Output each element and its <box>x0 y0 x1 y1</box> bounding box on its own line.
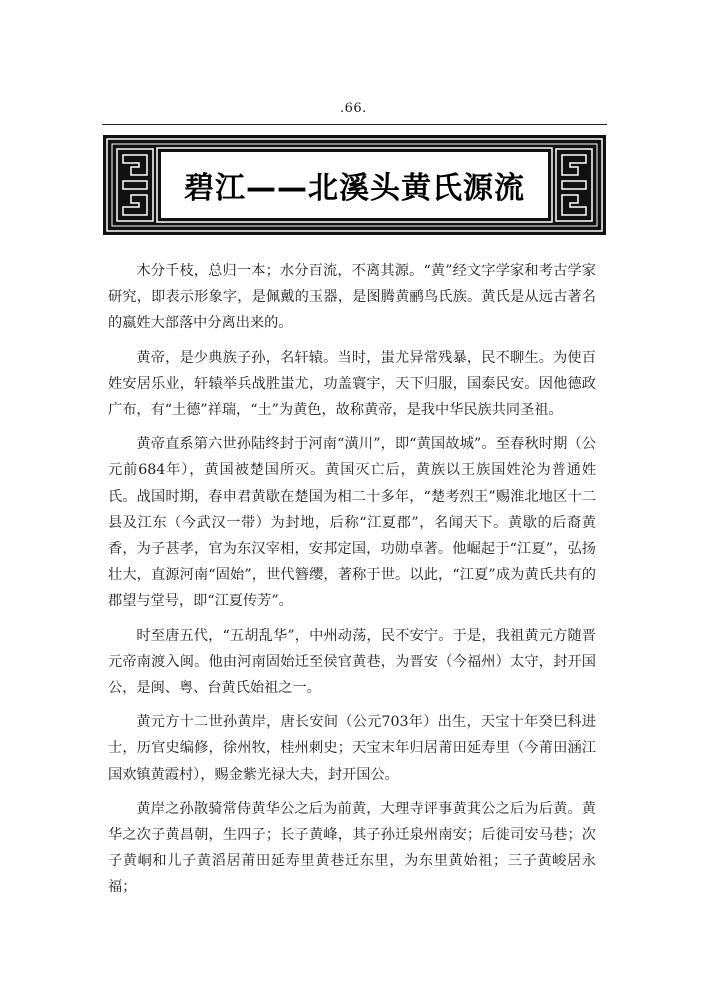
paragraph: 木分千枝，总归一本；水分百流，不离其源。“黄”经文字学家和考古学家研究，即表示形象字，是佩戴的玉器，是图腾黄鹂鸟氏族。黄氏是从远古著名的嬴姓大部落中分离出来的。 <box>108 263 596 332</box>
paragraph: 黄帝直系第六世孙陆终封于河南“潢川”，即“黄国故城”。至春秋时期（公元前684年），黄国被楚国所灭。黄国灭亡后，黄族以王族国姓沦为普通姓氏。战国时期，春申君黄歇在楚国为相二十多年，“楚考烈王”赐淮北地区十二县及江东（今武汉一带）为封地，后称“江夏郡”，名闻天下。黄歇的后裔黄香，为子甚孝，官为东汉宰相，安邦定国，功勋卓著。他崛起于“江夏”，弘扬壮大，直源河南“固始”，世代簪缨，著称于世。以此，“江夏”成为黄氏共有的郡望与堂号，即“江夏传芳”。 <box>108 436 596 610</box>
header-rule <box>102 124 607 125</box>
article-body <box>108 258 596 909</box>
paragraph: 黄元方十二世孙黄岸，唐长安间（公元703年）出生，天宝十年癸巳科进士，历官史编修，徐州牧，桂州刺史；天宝末年归居莆田延寿里（今莆田涵江国欢镇黄霞村），赐金紫光禄大夫，封开国公。 <box>108 714 596 783</box>
paragraph: 黄岸之孙散骑常侍黄华公之后为前黄，大理寺评事黄萁公之后为后黄。黄华之次子黄昌朝，生四子；长子黄峰，其子孙迁泉州南安；后徙司安马巷；次子黄峒和儿子黄滔居莆田延寿里黄巷迁东里，为东里黄始祖；三子黄峻居永福； <box>108 800 596 896</box>
title-panel <box>161 152 548 218</box>
article-title: 碧江——北溪头黄氏源流 <box>184 171 525 206</box>
paragraph: 黄帝，是少典族子孙，名轩辕。当时，蚩尤异常残暴，民不聊生。为使百姓安居乐业，轩辕举兵战胜蚩尤，功盖寰宇，天下归服，国泰民安。因他德政广布，有“土德”祥瑞，“土”为黄色，故称黄帝，是我中华民族共同圣祖。 <box>108 349 596 419</box>
page-number: .66. <box>340 101 367 116</box>
paragraph: 时至唐五代，“五胡乱华”，中州动荡，民不安宁。于是，我祖黄元方随晋元帝南渡入闽。他由河南固始迁至侯官黄巷，为晋安（今福州）太守，封开国公，是闽、粤、台黄氏始祖之一。 <box>108 627 596 697</box>
title-banner <box>103 135 606 235</box>
